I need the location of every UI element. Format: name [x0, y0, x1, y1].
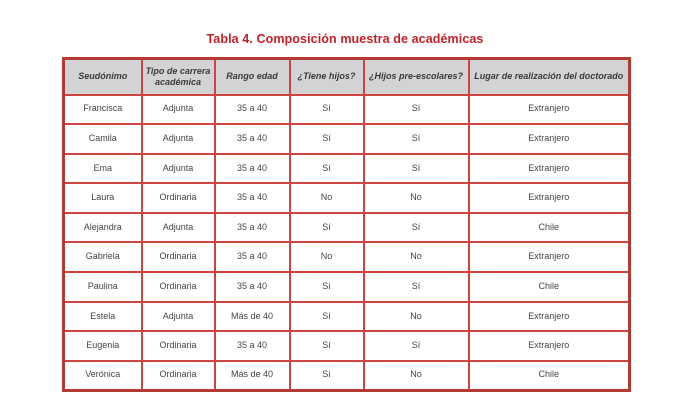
table-row [64, 361, 630, 391]
table-cell: Extranjero [469, 124, 630, 154]
table-cell: Extranjero [469, 183, 630, 213]
table-cell: Ordinaria [142, 361, 215, 391]
column-header: Lugar de realización del doctorado [469, 59, 630, 95]
table-cell: 35 a 40 [215, 95, 290, 125]
table-cell: Ordinaria [142, 272, 215, 302]
column-header: Tipo de carrera académica [142, 59, 215, 95]
table-cell: 35 a 40 [215, 242, 290, 272]
table-cell: Sí [364, 95, 469, 125]
table-row [64, 154, 630, 184]
table-cell: 35 a 40 [215, 183, 290, 213]
data-table [62, 57, 631, 392]
table-cell: Adjunta [142, 302, 215, 332]
table-cell: Sí [290, 95, 364, 125]
table-cell: Ema [64, 154, 142, 184]
table-cell: Adjunta [142, 95, 215, 125]
table-cell: Francisca [64, 95, 142, 125]
table-row [64, 272, 630, 302]
table-cell: No [290, 183, 364, 213]
table-title: Tabla 4. Composición muestra de académicas [206, 32, 484, 46]
table-cell: Estela [64, 302, 142, 332]
table-cell: Sí [290, 213, 364, 243]
table-cell: Extranjero [469, 95, 630, 125]
table-cell: No [364, 183, 469, 213]
table-cell: Adjunta [142, 154, 215, 184]
header-row [64, 59, 630, 95]
table-cell: Extranjero [469, 302, 630, 332]
column-header: Rango edad [215, 59, 290, 95]
table-cell: Camila [64, 124, 142, 154]
table-row [64, 242, 630, 272]
table-cell: Alejandra [64, 213, 142, 243]
table-cell: Sí [364, 124, 469, 154]
table-cell: Sí [364, 272, 469, 302]
table-cell: Chile [469, 361, 630, 391]
table-cell: Adjunta [142, 213, 215, 243]
table-cell: Gabriela [64, 242, 142, 272]
table-row [64, 95, 630, 125]
table-cell: Adjunta [142, 124, 215, 154]
table-cell: Ordinaria [142, 331, 215, 361]
table-cell: Laura [64, 183, 142, 213]
table-cell: No [364, 361, 469, 391]
table-cell: Sí [364, 154, 469, 184]
table-cell: Sí [290, 124, 364, 154]
column-header: ¿Hijos pre-escolares? [364, 59, 469, 95]
table-body [64, 95, 630, 391]
column-header: ¿Tiene hijos? [290, 59, 364, 95]
table-row [64, 213, 630, 243]
table-cell: Eugenia [64, 331, 142, 361]
table-cell: No [364, 302, 469, 332]
table-cell: 35 a 40 [215, 272, 290, 302]
table-cell: No [364, 242, 469, 272]
table-cell: Sí [290, 302, 364, 332]
table-cell: Sí [290, 154, 364, 184]
table-cell: No [290, 242, 364, 272]
table-cell: Ordinaria [142, 242, 215, 272]
table-cell: Sí [364, 331, 469, 361]
table-cell: Sí [290, 272, 364, 302]
table-cell: Sí [290, 331, 364, 361]
table-header [64, 59, 630, 95]
table-cell: Chile [469, 272, 630, 302]
table-cell: Más de 40 [215, 302, 290, 332]
table-cell: Sí [290, 361, 364, 391]
table-row [64, 331, 630, 361]
table-cell: Ordinaria [142, 183, 215, 213]
table-cell: Extranjero [469, 242, 630, 272]
table-cell: Chile [469, 213, 630, 243]
table-cell: 35 a 40 [215, 154, 290, 184]
table-cell: Paulina [64, 272, 142, 302]
table-cell: Extranjero [469, 154, 630, 184]
table-row [64, 302, 630, 332]
table-cell: 35 a 40 [215, 331, 290, 361]
table-row [64, 183, 630, 213]
table-cell: Más de 40 [215, 361, 290, 391]
table-cell: Extranjero [469, 331, 630, 361]
table-cell: 35 a 40 [215, 213, 290, 243]
table-cell: Sí [364, 213, 469, 243]
column-header: Seudónimo [64, 59, 142, 95]
table-cell: 35 a 40 [215, 124, 290, 154]
table-cell: Verónica [64, 361, 142, 391]
table-row [64, 124, 630, 154]
